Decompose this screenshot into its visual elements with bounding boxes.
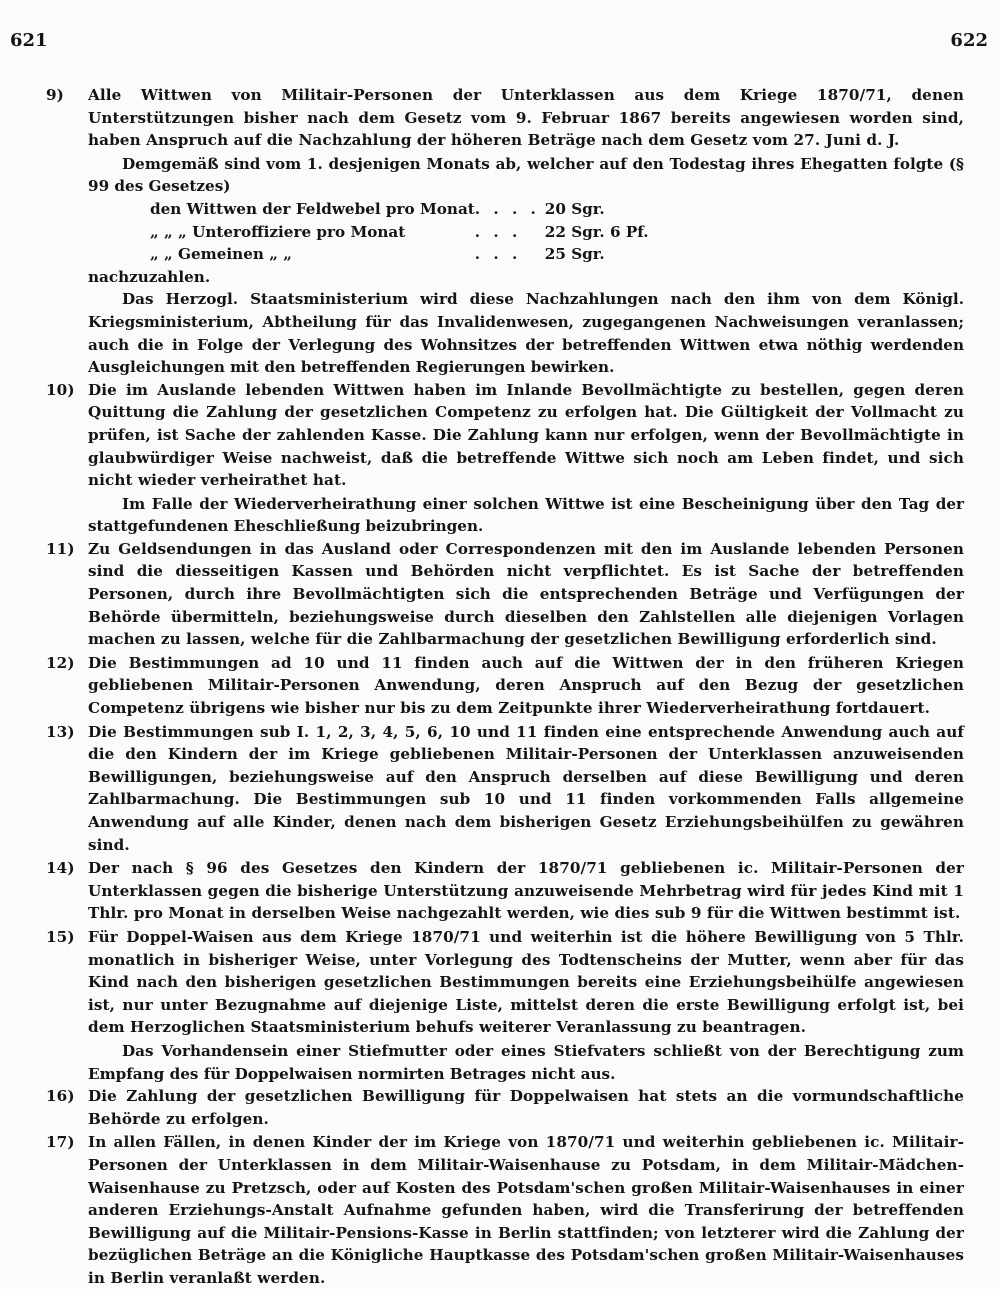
paragraph-text: Die Bestimmungen sub I. 1, 2, 3, 4, 5, 6, 10 und 11 finden eine entsprechende Anwendung auch auf die den Kindern der im Kriege gebliebenen Militair-Personen der Unterklassen anzuweisenden Bewilligungen, beziehungsweise auf den Anspruch derselben auf diese Bewilligung und deren Zahlbarmachung. Die Bestimmungen sub 10 und 11 finden vorkommenden Falls allgemeine Anwendung auf alle Kinder, denen nach dem bisherigen Gesetz Erziehungsbeihülfen zu gewähren sind. <box>88 722 964 854</box>
paragraph-text: Zu Geldsendungen in das Ausland oder Correspondenzen mit den im Auslande lebenden Personen sind die diesseitigen Kassen und Behörden nicht verpflichtet. Es ist Sache der betreffenden Personen, durch ihre Bevollmächtigten sich die entsprechenden Beträge und Verfügungen der Behörde übermitteln, beziehungsweise durch dieselben den Zahlstellen alle diejenigen Vorlagen machen zu lassen, welche für die Zahlbarmachung der gesetzlichen Bewilligung erforderlich sind. <box>88 539 964 649</box>
page-number-left: 621 <box>10 30 48 51</box>
rate-label: „ „ Gemeinen „ „ <box>150 245 292 264</box>
paragraph-9-demgemaess: Demgemäß sind vom 1. desjenigen Monats ab, welcher auf den Todestag ihres Ehegatten folgte (§ 99 des Gesetzes) <box>88 154 964 196</box>
paragraph-number: 12) <box>46 653 75 672</box>
paragraph-12 <box>46 652 964 720</box>
paragraph-14 <box>46 857 964 925</box>
paragraph-text: Die Zahlung der gesetzlichen Bewilligung für Doppelwaisen hat stets an die vormundschaftliche Behörde zu erfolgen. <box>88 1087 964 1128</box>
paragraph-15-second: Das Vorhandensein einer Stiefmutter oder eines Stiefvaters schließt von der Berechtigung zum Empfang des für Doppelwaisen normirten Betrages nicht aus. <box>88 1041 964 1083</box>
paragraph-text: Die Bestimmungen ad 10 und 11 finden auch auf die Wittwen der in den früheren Kriegen gebliebenen Militair-Personen Anwendung, deren Anspruch auf den Bezug der gesetzlichen Competenz übrigens wie bisher nur bis zu dem Zeitpunkte ihrer Wiederverheirathung fortdauert. <box>88 653 964 718</box>
paragraph-number: 14) <box>46 859 75 878</box>
paragraph-number: 11) <box>46 539 75 558</box>
rate-dots: . . . <box>474 245 522 264</box>
paragraph-number: 13) <box>46 722 75 741</box>
rate-row <box>150 243 649 266</box>
rate-amount: 25 Sgr. <box>544 245 605 264</box>
paragraph-number: 16) <box>46 1087 75 1106</box>
paragraph-number: 10) <box>46 380 75 399</box>
paragraph-10 <box>46 379 964 492</box>
paragraph-17 <box>46 1131 964 1289</box>
rate-amount: 22 Sgr. 6 Pf. <box>544 222 649 241</box>
paragraph-9 <box>46 84 964 152</box>
paragraph-text: Für Doppel-Waisen aus dem Kriege 1870/71 und weiterhin ist die höhere Bewilligung von 5 Thlr. monatlich in bisheriger Weise, unter Vorlegung des Todtenscheins der Mutter, wenn aber für das Kind nach den bisherigen gesetzlichen Bestimmungen bereits eine Erziehungsbeihülfe angewiesen ist, nur unter Bezugnahme auf diejenige Liste, mittelst deren die erste Bewilligung erfolgt ist, bei dem Herzoglichen Staatsministerium behufs weiterer Veranlassung zu beantragen. <box>88 927 964 1037</box>
rate-label: den Wittwen der Feldwebel pro Monat <box>150 199 475 218</box>
rate-row <box>150 221 649 244</box>
document-body <box>46 84 964 1289</box>
paragraph-11 <box>46 538 964 651</box>
rate-dots: . . . <box>474 222 522 241</box>
rates-table <box>150 198 649 266</box>
paragraph-16 <box>46 1085 964 1130</box>
paragraph-15 <box>46 926 964 1039</box>
paragraph-number: 9) <box>46 86 64 104</box>
paragraph-number: 15) <box>46 927 75 946</box>
paragraph-text: Die im Auslande lebenden Wittwen haben im Inlande Bevollmächtigte zu bestellen, gegen deren Quittung die Zahlung der gesetzlichen Competenz zu erfolgen hat. Die Gültigkeit der Vollmacht zu prüfen, ist Sache der zahlenden Kasse. Die Zahlung kann nur erfolgen, wenn der Bevollmächtigte in glaubwürdiger Weise nachweist, daß die betreffende Wittwe sich noch am Leben findet, und sich nicht wieder verheirathet hat. <box>88 380 964 490</box>
paragraph-9-herzogl: Das Herzogl. Staatsministerium wird diese Nachzahlungen nach den ihm von dem Königl. Kriegsministerium, Abtheilung für das Invalidenwesen, zugegangenen Nachweisungen veranlassen; auch die in Folge der Verlegung des Wohnsitzes der betreffenden Wittwen etwa nöthig werdenden Ausgleichungen mit den betreffenden Regierungen bewirken. <box>88 290 964 377</box>
rate-dots: . . . . <box>474 199 540 218</box>
paragraph-13 <box>46 721 964 857</box>
rate-label: „ „ „ Unteroffiziere pro Monat <box>150 222 406 241</box>
paragraph-9-after: nachzuzahlen. <box>88 267 211 286</box>
page-number-right: 622 <box>950 30 988 51</box>
paragraph-10-second: Im Falle der Wiederverheirathung einer solchen Wittwe ist eine Bescheinigung über den Tag der stattgefundenen Eheschließung beizubringen. <box>88 494 964 536</box>
paragraph-text: In allen Fällen, in denen Kinder der im Kriege von 1870/71 und weiterhin gebliebenen ic. Militair-Personen der Unterklassen in dem Militair-Waisenhause zu Potsdam, in dem Militair-Mädchen-Waisenhause zu Pretzsch, oder auf Kosten des Potsdam'schen großen Militair-Waisenhauses in einer anderen Erziehungs-Anstalt Aufnahme gefunden haben, wird die Transferirung der betreffenden Bewilligung auf die Militair-Pensions-Kasse in Berlin stattfinden; von letzterer wird die Zahlung der bezüglichen Beträge an die Königliche Hauptkasse des Potsdam'schen großen Militair-Waisenhauses in Berlin veranlaßt werden. <box>88 1133 964 1287</box>
rate-amount: 20 Sgr. <box>544 199 605 218</box>
rate-row <box>150 198 649 221</box>
paragraph-text: Der nach § 96 des Gesetzes den Kindern der 1870/71 gebliebenen ic. Militair-Personen der Unterklassen gegen die bisherige Unterstützung anzuweisende Mehrbetrag wird für jedes Kind mit 1 Thlr. pro Monat in derselben Weise nachgezahlt werden, wie dies sub 9 für die Wittwen bestimmt ist. <box>88 859 964 923</box>
paragraph-text: Alle Wittwen von Militair-Personen der Unterklassen aus dem Kriege 1870/71, denen Unterstützungen bisher nach dem Gesetz vom 9. Februar 1867 bereits angewiesen worden sind, haben Anspruch auf die Nachzahlung der höheren Beträge nach dem Gesetz vom 27. Juni d. J. <box>88 86 964 150</box>
paragraph-number: 17) <box>46 1133 75 1152</box>
